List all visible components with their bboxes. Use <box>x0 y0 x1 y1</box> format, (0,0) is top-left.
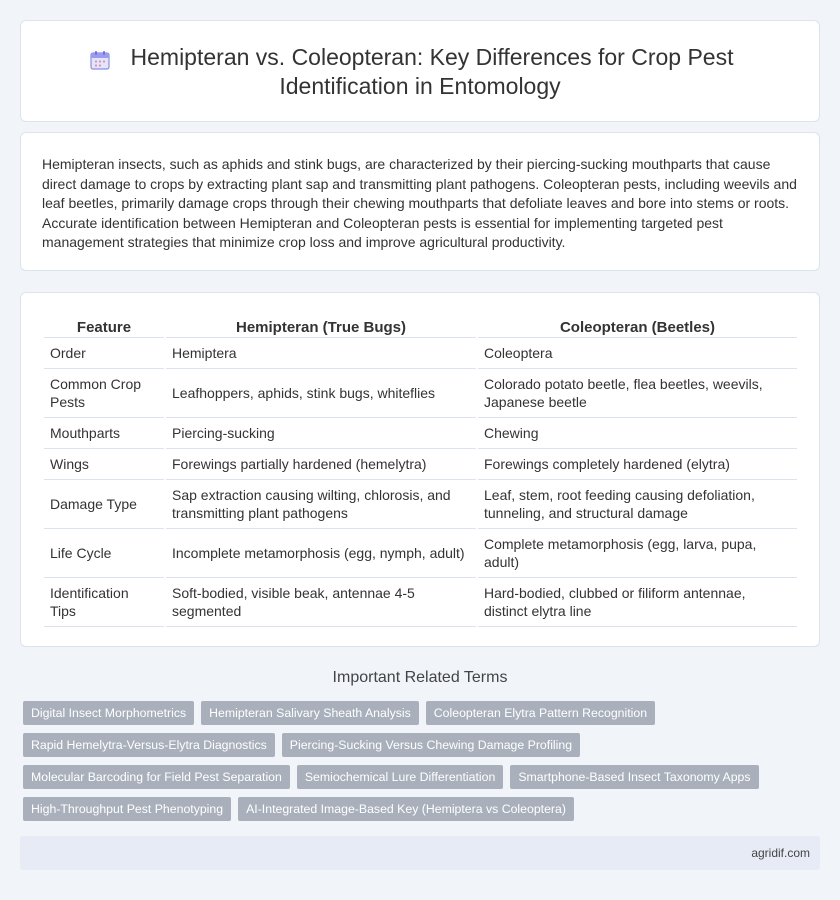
row-hemipteran: Sap extraction causing wilting, chlorosis, and transmitting plant pathogens <box>166 480 476 529</box>
tag-link[interactable]: Molecular Barcoding for Field Pest Separation <box>23 765 290 789</box>
row-feature: Mouthparts <box>44 418 164 449</box>
header-hemipteran: Hemipteran (True Bugs) <box>166 317 476 338</box>
header-card <box>20 20 820 122</box>
table-row <box>44 338 797 369</box>
header-feature: Feature <box>44 317 164 338</box>
row-hemipteran: Incomplete metamorphosis (egg, nymph, adult) <box>166 529 476 578</box>
tag-link[interactable]: Semiochemical Lure Differentiation <box>297 765 503 789</box>
row-hemipteran: Piercing-sucking <box>166 418 476 449</box>
intro-card <box>20 132 820 271</box>
page-title <box>81 43 759 101</box>
page-title-line-1: Hemipteran vs. Coleopteran: Key Differences for Crop Pest <box>130 44 734 70</box>
tag-row <box>23 765 823 789</box>
tag-link[interactable]: Hemipteran Salivary Sheath Analysis <box>201 701 419 725</box>
row-coleopteran: Forewings completely hardened (elytra) <box>478 449 797 480</box>
row-hemipteran: Hemiptera <box>166 338 476 369</box>
row-feature: Identification Tips <box>44 578 164 627</box>
footer-site-link[interactable]: agridif.com <box>751 846 810 860</box>
table-row <box>44 529 797 578</box>
comparison-table <box>42 317 799 627</box>
row-coleopteran: Hard-bodied, clubbed or filiform antennae, distinct elytra line <box>478 578 797 627</box>
row-hemipteran: Forewings partially hardened (hemelytra) <box>166 449 476 480</box>
tag-link[interactable]: Digital Insect Morphometrics <box>23 701 194 725</box>
tag-link[interactable]: Piercing-Sucking Versus Chewing Damage Profiling <box>282 733 580 757</box>
row-hemipteran: Soft-bodied, visible beak, antennae 4-5 segmented <box>166 578 476 627</box>
tag-link[interactable]: Rapid Hemelytra-Versus-Elytra Diagnostics <box>23 733 275 757</box>
tag-link[interactable]: AI-Integrated Image-Based Key (Hemiptera vs Coleoptera) <box>238 797 574 821</box>
tag-link[interactable]: Coleopteran Elytra Pattern Recognition <box>426 701 655 725</box>
tag-row <box>23 797 823 821</box>
table-row <box>44 480 797 529</box>
row-feature: Life Cycle <box>44 529 164 578</box>
page-title-line-2: Identification in Entomology <box>279 73 561 99</box>
row-coleopteran: Coleoptera <box>478 338 797 369</box>
row-coleopteran: Colorado potato beetle, flea beetles, weevils, Japanese beetle <box>478 369 797 418</box>
related-terms-list <box>23 701 823 829</box>
row-feature: Common Crop Pests <box>44 369 164 418</box>
table-header-row <box>44 317 797 338</box>
comparison-card <box>20 292 820 647</box>
row-feature: Order <box>44 338 164 369</box>
tag-link[interactable]: High-Throughput Pest Phenotyping <box>23 797 231 821</box>
related-terms-title: Important Related Terms <box>332 669 508 686</box>
row-feature: Damage Type <box>44 480 164 529</box>
table-row <box>44 369 797 418</box>
table-row <box>44 578 797 627</box>
row-hemipteran: Leafhoppers, aphids, stink bugs, whiteflies <box>166 369 476 418</box>
row-coleopteran: Leaf, stem, root feeding causing defoliation, tunneling, and structural damage <box>478 480 797 529</box>
tag-row <box>23 701 823 725</box>
tag-row <box>23 733 823 757</box>
row-coleopteran: Chewing <box>478 418 797 449</box>
tag-link[interactable]: Smartphone-Based Insect Taxonomy Apps <box>510 765 758 789</box>
table-row <box>44 449 797 480</box>
row-coleopteran: Complete metamorphosis (egg, larva, pupa, adult) <box>478 529 797 578</box>
footer <box>20 836 820 870</box>
intro-paragraph: Hemipteran insects, such as aphids and stink bugs, are characterized by their piercing-sucking mouthparts that cause direct damage to crops by extracting plant sap and transmitting plant pathogens. Coleopteran pests, including weevils and leaf beetles, primarily damage crops through their chewing mouthparts that defoliate leaves and bore into stems or roots. Accurate identification between Hemipteran and Coleopteran pests is essential for implementing targeted pest management strategies that minimize crop loss and improve agricultural productivity. <box>42 156 797 251</box>
header-coleopteran: Coleopteran (Beetles) <box>478 317 797 338</box>
row-feature: Wings <box>44 449 164 480</box>
table-row <box>44 418 797 449</box>
